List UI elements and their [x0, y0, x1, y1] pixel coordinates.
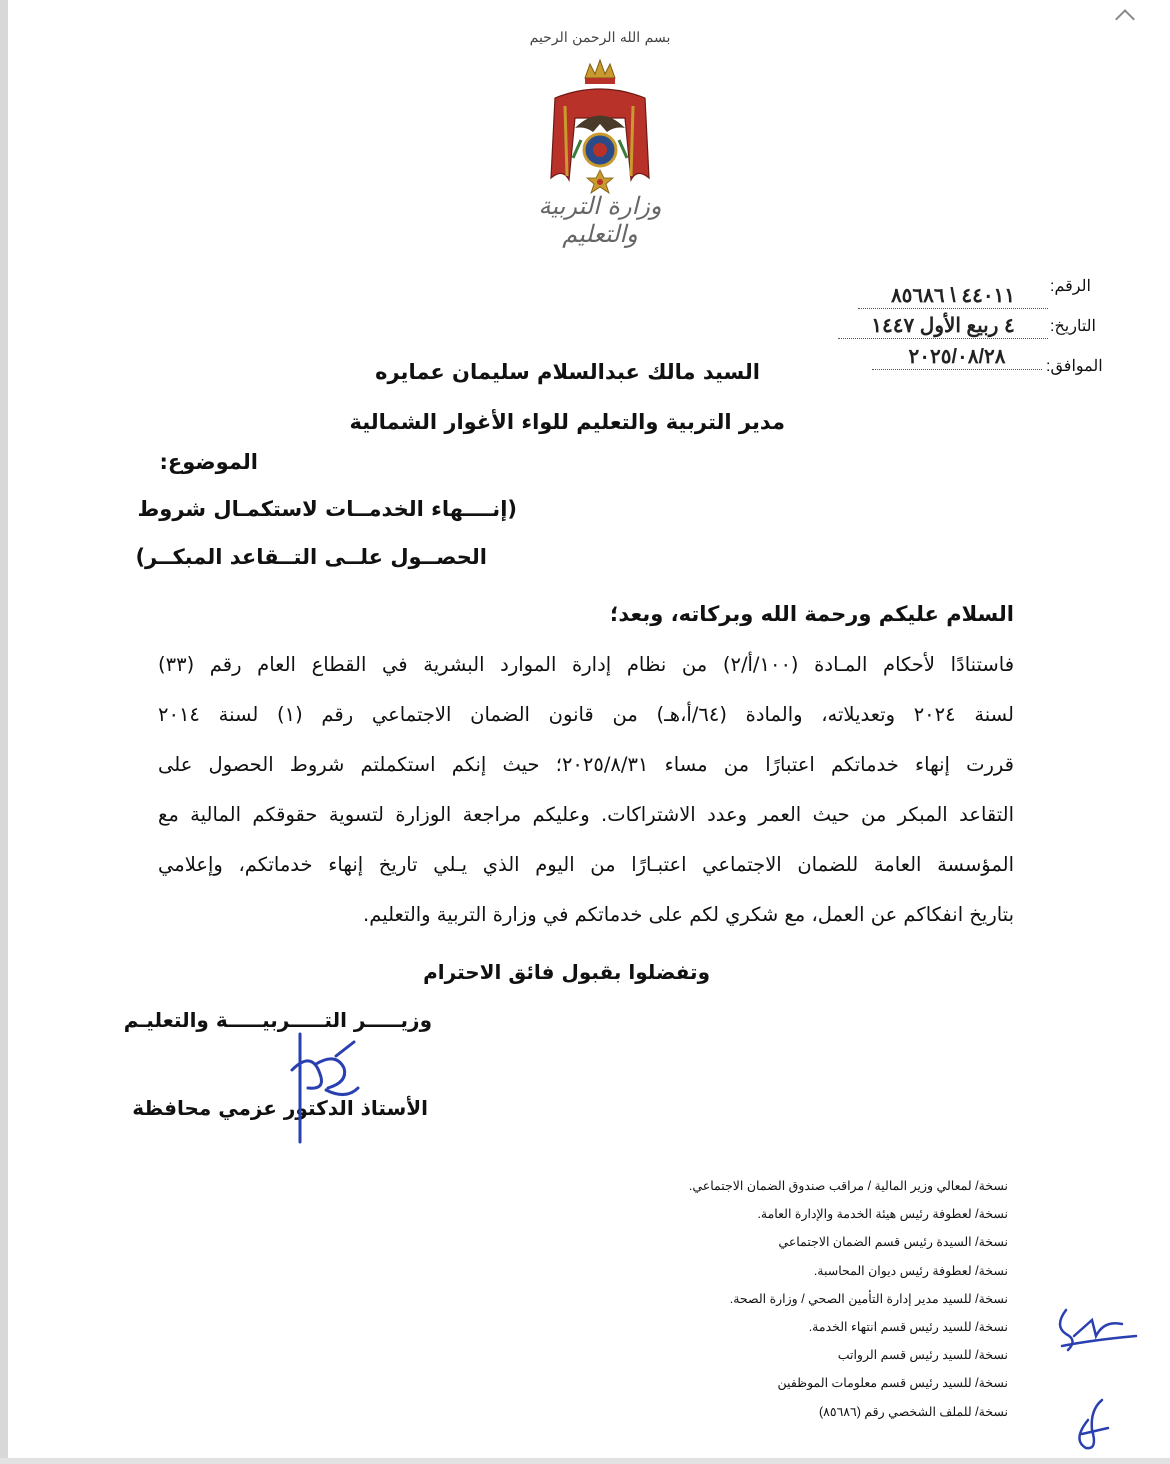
- copy-recipient: نسخة/ للسيد رئيس قسم الرواتب: [837, 1348, 1008, 1363]
- body-paragraph: [158, 640, 1014, 940]
- corner-fold-icon: [1115, 9, 1135, 29]
- copy-recipient: نسخة/ للملف الشخصي رقم (٨٥٦٨٦): [818, 1404, 1008, 1419]
- ref-number-value: ٤٤٠١١ \ ٨٥٦٨٦: [890, 285, 1016, 307]
- copy-recipient: نسخة/ لعطوفة رئيس هيئة الخدمة والإدارة العامة.: [757, 1207, 1008, 1222]
- coat-of-arms-icon: [545, 58, 655, 198]
- copy-recipient: نسخة/ للسيد رئيس قسم معلومات الموظفين: [777, 1376, 1008, 1391]
- body-line: فاستنادًا لأحكام المـادة (١٠٠/أ/٢) من نظام إدارة الموارد البشرية في القطاع العام رقم (٣٣): [158, 653, 1015, 676]
- handwritten-initials: [1052, 1300, 1142, 1460]
- body-line: قررت إنهاء خدماتكم اعتبارًا من مساء ٢٠٢٥/٨/٣١؛ حيث إنكم استكملتم شروط الحصول على: [158, 753, 1014, 776]
- ref-number-label: الرقم:: [1050, 278, 1091, 295]
- handwritten-signature: [286, 1030, 366, 1145]
- ref-date-label: التاريخ:: [1050, 318, 1096, 335]
- basmala: بسم الله الرحمن الرحيم: [529, 30, 671, 46]
- greeting: السلام عليكم ورحمة الله وبركاته، وبعد؛: [609, 602, 1014, 626]
- ref-number-field: [858, 283, 1048, 309]
- subject-label: الموضوع:: [159, 450, 258, 474]
- copy-recipient: نسخة/ السيدة رئيس قسم الضمان الاجتماعي: [778, 1235, 1008, 1250]
- ref-date-field: [838, 313, 1048, 339]
- body-line: المؤسسة العامة للضمان الاجتماعي اعتبـارًا من اليوم الذي يـلي تاريخ إنهاء خدماتكم، وإعلامي: [158, 853, 1014, 876]
- recipient-title: مدير التربية والتعليم للواء الأغوار الشمالية: [349, 410, 785, 434]
- subject-line-1: (إنــــهاء الخدمــات لاستكمـال شروط: [137, 497, 517, 521]
- subject-line-2: الحصــول علــى التــقاعد المبكــر): [135, 545, 487, 569]
- copy-recipient: نسخة/ للسيد مدير إدارة التأمين الصحي / وزارة الصحة.: [729, 1291, 1008, 1306]
- ref-corresponding-label: الموافق:: [1046, 358, 1103, 375]
- copy-recipient: نسخة/ لعطوفة رئيس ديوان المحاسبة.: [813, 1263, 1008, 1278]
- signatory-title: وزيـــــر التـــــربيـــــة والتعليـم: [123, 1008, 432, 1032]
- closing-line: وتفضلوا بقبول فائق الاحترام: [423, 960, 710, 984]
- body-line: لسنة ٢٠٢٤ وتعديلاته، والمادة (٦٤/أ،هـ) من قانون الضمان الاجتماعي رقم (١) لسنة ٢٠١٤: [158, 703, 1014, 726]
- ref-corresponding-value: ٢٠٢٥/٠٨/٢٨: [908, 346, 1006, 368]
- copies-list: [448, 1172, 1008, 1426]
- page-edge-shadow: [0, 0, 8, 1464]
- signatory-name: الأستاذ الدكتور عزمي محافظة: [132, 1096, 428, 1120]
- ref-corresponding-field: [872, 344, 1042, 370]
- body-line: بتاريخ انفكاكم عن العمل، مع شكري لكم على خدماتكم في وزارة التربية والتعليم.: [363, 903, 1014, 926]
- page-bottom-shadow: [0, 1458, 1170, 1464]
- body-line: التقاعد المبكر من حيث العمر وعدد الاشتراكات. وعليكم مراجعة الوزارة لتسوية حقوقكم المالية مع: [158, 803, 1014, 826]
- copy-recipient: نسخة/ للسيد رئيس قسم انتهاء الخدمة.: [808, 1319, 1008, 1334]
- recipient-name: السيد مالك عبدالسلام سليمان عمايره: [375, 360, 760, 384]
- copy-recipient: نسخة/ لمعالي وزير المالية / مراقب صندوق الضمان الاجتماعي.: [688, 1179, 1008, 1193]
- ref-date-value: ٤ ربيع الأول ١٤٤٧: [871, 315, 1015, 337]
- ministry-name: وزارة التربية والتعليم: [538, 192, 662, 248]
